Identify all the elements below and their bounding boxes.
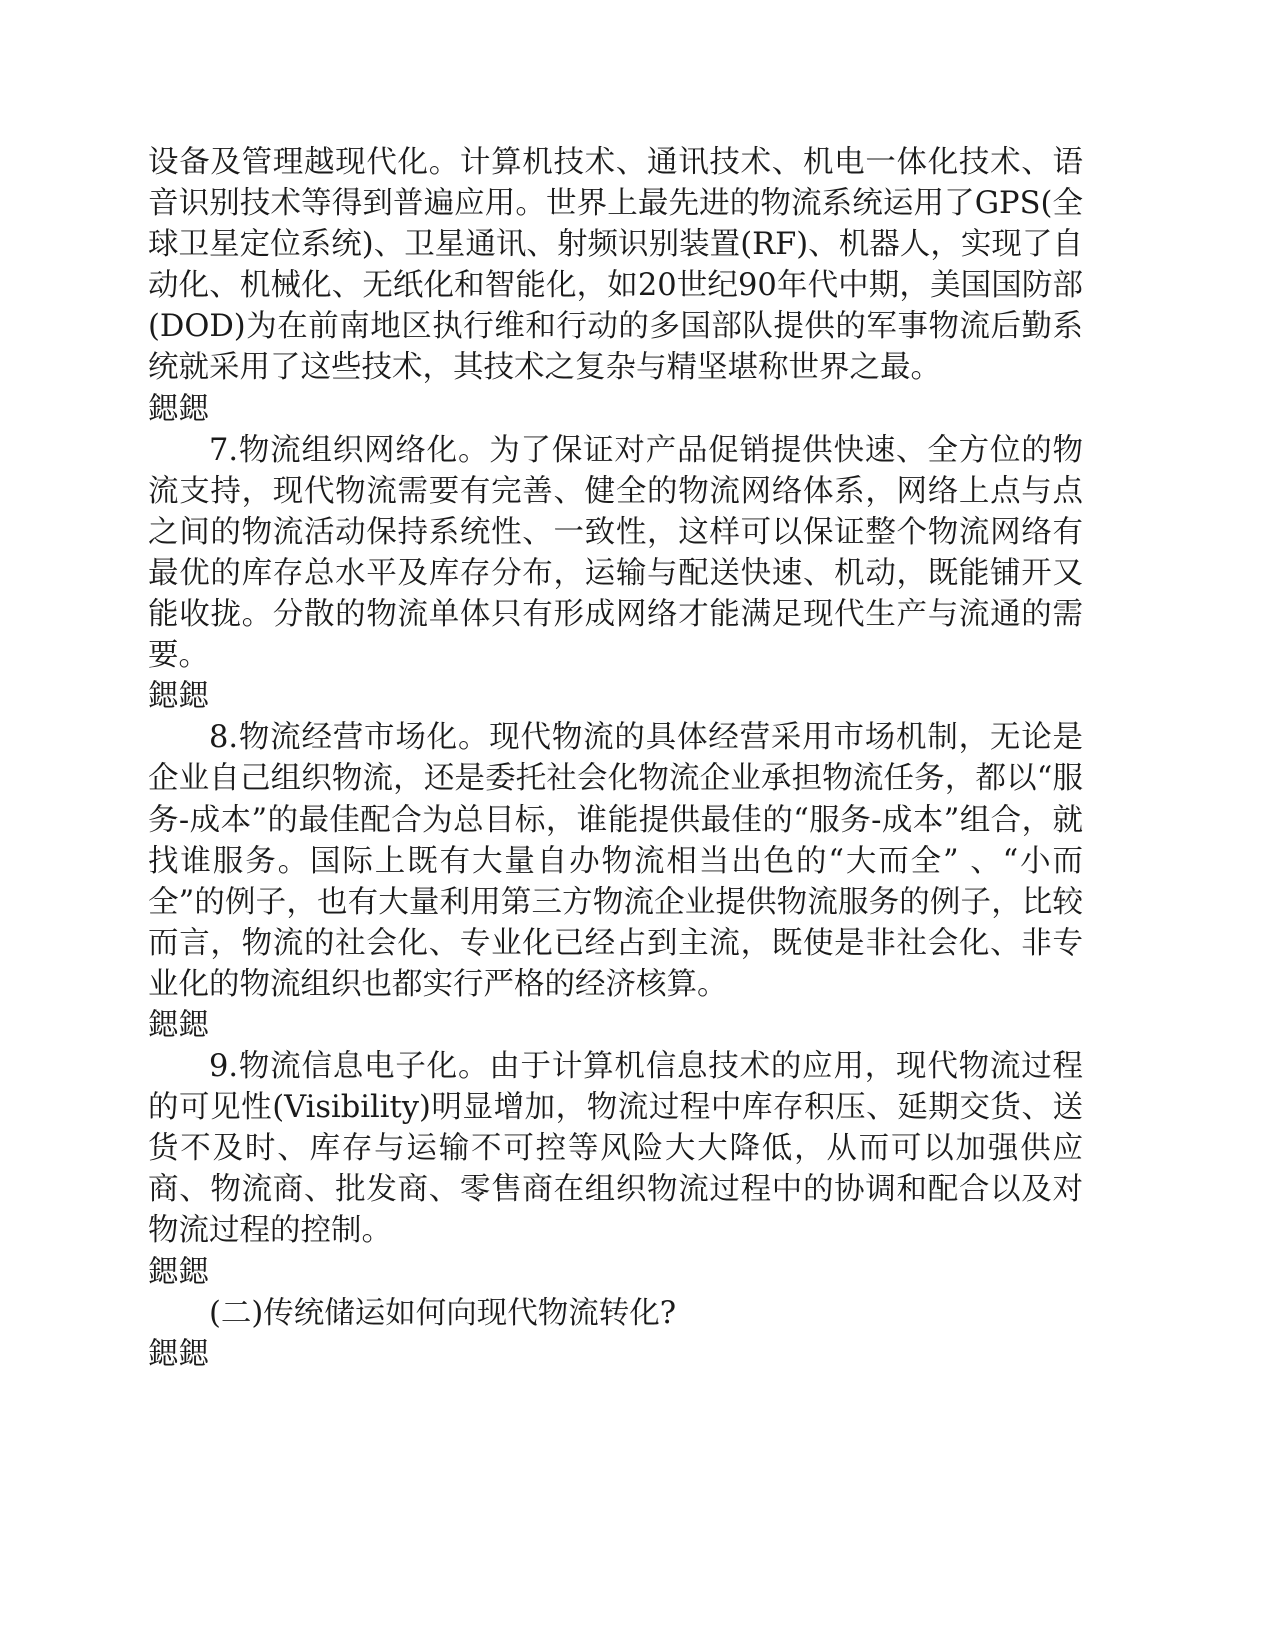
section-heading: (二)传统储运如何向现代物流转化? [209, 1295, 677, 1331]
separator-mark: 鍶鍶 [148, 1336, 209, 1372]
paragraph-network: 7.物流组织网络化。为了保证对产品促销提供快速、全方位的物流支持，现代物流需要有完善、健全的物流网络体系，网络上点与点之间的物流活动保持系统性、一致性，这样可以保证整个物流网络有最优的库存总水平及库存分布，运输与配送快速、机动，既能铺开又能收拢。分散的物流单体只有形成网络才能满足现代生产与流通的需要。 [148, 432, 1083, 674]
document-page [148, 142, 1083, 1375]
paragraph-information: 9.物流信息电子化。由于计算机信息技术的应用，现代物流过程的可见性(Visibility)明显增加，物流过程中库存积压、延期交货、送货不及时、库存与运输不可控等风险大大降低，从而可以加强供应商、物流商、批发商、零售商在组织物流过程中的协调和配合以及对物流过程的控制。 [148, 1049, 1083, 1249]
paragraph-market: 8.物流经营市场化。现代物流的具体经营采用市场机制，无论是企业自己组织物流，还是委托社会化物流企业承担物流任务，都以“服务-成本”的最佳配合为总目标，谁能提供最佳的“服务-成本”组合，就找谁服务。国际上既有大量自办物流相当出色的“大而全” 、“小而全”的例子，也有大量利用第三方物流企业提供物流服务的例子，比较而言，物流的社会化、专业化已经占到主流，既使是非社会化、非专业化的物流组织也都实行严格的经济核算。 [148, 720, 1083, 1002]
separator-mark: 鍶鍶 [148, 1007, 209, 1043]
separator-mark: 鍶鍶 [148, 679, 209, 715]
separator-mark: 鍶鍶 [148, 1254, 209, 1290]
separator-mark: 鍶鍶 [148, 391, 209, 427]
paragraph-technology-continuation: 设备及管理越现代化。计算机技术、通讯技术、机电一体化技术、语音识别技术等得到普遍应用。世界上最先进的物流系统运用了GPS(全球卫星定位系统)、卫星通讯、射频识别装置(RF)、机器人，实现了自动化、机械化、无纸化和智能化，如20世纪90年代中期，美国国防部(DOD)为在前南地区执行维和行动的多国部队提供的军事物流后勤系统就采用了这些技术，其技术之复杂与精坚堪称世界之最。 [148, 145, 1083, 386]
